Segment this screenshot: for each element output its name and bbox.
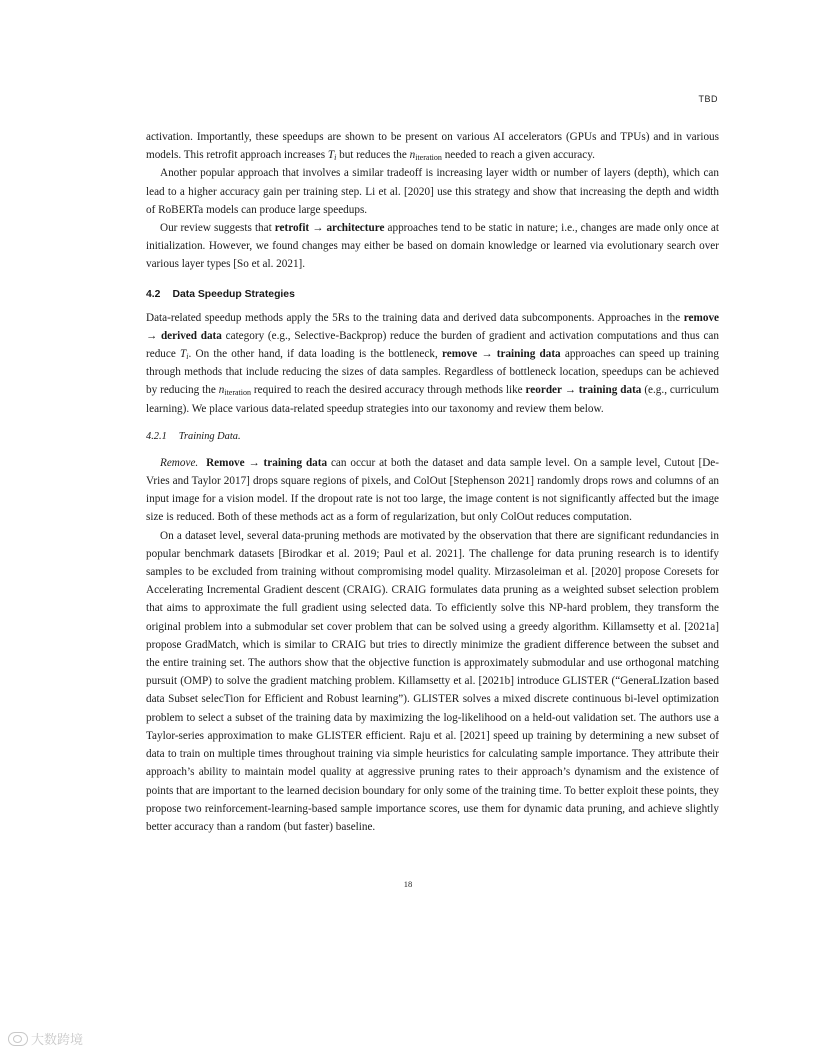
running-header-tag: TBD bbox=[698, 94, 718, 104]
paragraph-layer-width: Another popular approach that involves a similar tradeoff is increasing layer width or number of layers (depth), which can lead to a higher accuracy gain per training step. Li et al. [2020] use this strategy and show that increasing the depth and width of RoBERTa models can produce large speedups. bbox=[146, 167, 719, 216]
subsection-heading-4-2-1: 4.2.1 Training Data. bbox=[146, 430, 241, 442]
section-heading-4-2: 4.2 Data Speedup Strategies bbox=[146, 288, 295, 300]
watermark-logo bbox=[8, 1029, 83, 1048]
paragraph-dataset-level-pruning: On a dataset level, several data-pruning methods are motivated by the observation that there are significant redundancies in popular benchmark datasets [Birodkar et al. 2019; Paul et al. 2021]. The challenge for data pruning research is to identify samples to be excluded from training without compromising model quality. Mirzasoleiman et al. [2020] propose Coresets for Accelerating Incremental Gradient descent (CRAIG). CRAIG formulates data pruning as a weighted subset selection problem that aims to approximate the full gradient using selected data. To efficiently solve this NP-hard problem, they transform the original problem into a submodular set cover problem that can be solved using a greedy algorithm. Killamsetty et al. [2021a] propose GradMatch, which is similar to CRAIG but tries to directly minimize the gradient difference between the subset and the entire training set. The authors show that the objective function is approximately submodular and use orthogonal matching pursuit (OMP) to solve the gradient matching problem. Killamsetty et al. [2021b] introduce GLISTER (“GeneraLIzation based data Subset selecTion for Efficient and Robust learning”). GLISTER solves a mixed discrete continuous bi-level optimization problem to select a subset of the training data by maximizing the log-likelihood on a held-out validation set. The authors use a Taylor-series approximation to make GLISTER efficient. Raju et al. [2021] speed up training by determining a new subset of data to train on multiple times throughout training via simple heuristics for calculating sample importance. They attribute their approach’s ability to maintain model quality at aggressive pruning rates to their approach’s dynamism and the existence of points that are important to the learned decision boundary for only some of the training time. To better exploit these points, they propose two reinforcement-learning-based sample importance scores, use them for dynamic data pruning, and achieve slightly better accuracy than a random (but faster) baseline. bbox=[146, 529, 719, 833]
paragraph-retrofit-activation: activation. Importantly, these speedups are shown to be present on various AI accelerators (GPUs and TPUs) and in various models. This retrofit approach increases $T_i$ but reduces the $n_{iteration}$ needed to reach a given accuracy. bbox=[146, 131, 719, 163]
watermark-text: 大数跨境 bbox=[31, 1033, 84, 1048]
page-number: 18 bbox=[403, 879, 413, 889]
paragraph-data-speedup: Data-related speedup methods apply the 5Rs to the training data and derived data subcomponents. Approaches in the remove → derived data category (e.g., Selective-Backprop) reduce the burden of gradient and activation computations and thus can reduce $T_i$. On the other hand, if data loading is the bottleneck, remove → training data approaches can speed up training through methods that include reducing the sizes of data samples. Regardless of bottleneck location, speedups can be achieved by reducing the $n_{iteration}$ required to reach the desired accuracy through methods like reorder → training data (e.g., curriculum learning). We place various data-related speedup strategies into our taxonomy and review them below. bbox=[146, 311, 719, 415]
page-body bbox=[146, 128, 719, 836]
paragraph-remove-training-data: Remove. Remove → training data can occur at both the dataset and data sample level. On a sample level, Cutout [De-Vries and Taylor 2017] drops square regions of pixels, and ColOut [Stephenson 2021] randomly drops rows and columns of an input image for a vision model. If the dropout rate is not too large, the image content is not significantly affected but the image size is reduced. Both of these methods act as a form of regularization, but only ColOut reduces computation. bbox=[146, 456, 719, 524]
watermark-eye-icon bbox=[8, 1032, 28, 1046]
paragraph-review-suggests: Our review suggests that retrofit → architecture approaches tend to be static in nature; i.e., changes are made only once at initialization. However, we found changes may either be based on domain knowledge or learned via evolutionary search over various layer types [So et al. 2021]. bbox=[146, 222, 719, 271]
